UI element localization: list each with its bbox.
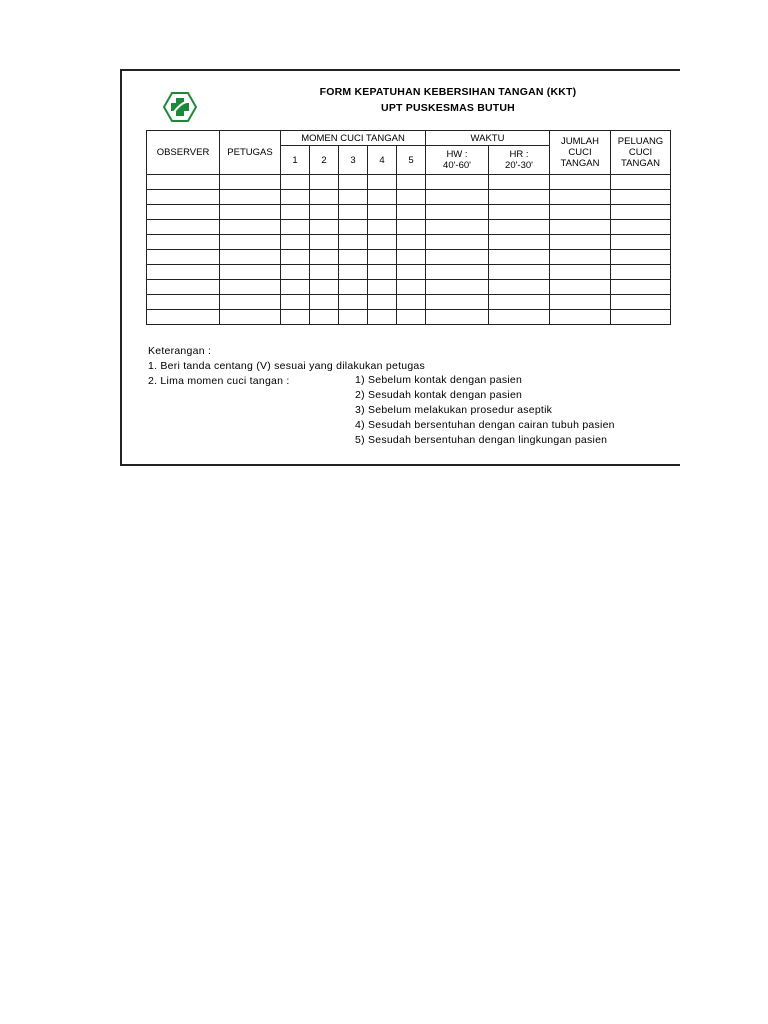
entry-cell[interactable]: [368, 250, 397, 265]
entry-cell[interactable]: [281, 250, 310, 265]
momen-number: 4: [368, 146, 397, 175]
entry-cell[interactable]: [368, 310, 397, 325]
notes-heading: Keterangan :: [148, 345, 212, 357]
entry-cell[interactable]: [550, 310, 611, 325]
entry-cell[interactable]: [281, 175, 310, 190]
entry-cell[interactable]: [339, 310, 368, 325]
entry-cell[interactable]: [310, 280, 339, 295]
entry-cell[interactable]: [397, 175, 426, 190]
table-row: [147, 250, 671, 265]
entry-cell[interactable]: [339, 175, 368, 190]
entry-cell[interactable]: [611, 310, 671, 325]
entry-cell[interactable]: [368, 235, 397, 250]
entry-cell[interactable]: [368, 265, 397, 280]
header-jumlah-cuci-tangan: JUMLAH CUCI TANGAN: [550, 131, 611, 175]
entry-cell[interactable]: [339, 250, 368, 265]
entry-cell[interactable]: [489, 190, 550, 205]
entry-cell[interactable]: [426, 190, 489, 205]
entry-cell[interactable]: [611, 190, 671, 205]
entry-cell[interactable]: [550, 190, 611, 205]
table-row: [147, 235, 671, 250]
entry-cell[interactable]: [397, 280, 426, 295]
entry-cell[interactable]: [368, 205, 397, 220]
entry-cell[interactable]: [220, 220, 281, 235]
moment-item: 4) Sesudah bersentuhan dengan cairan tubuh pasien: [355, 419, 615, 431]
entry-cell[interactable]: [220, 205, 281, 220]
entry-cell[interactable]: [550, 205, 611, 220]
entry-cell[interactable]: [147, 265, 220, 280]
entry-cell[interactable]: [281, 295, 310, 310]
entry-cell[interactable]: [426, 235, 489, 250]
entry-cell[interactable]: [220, 190, 281, 205]
form-title: FORM KEPATUHAN KEBERSIHAN TANGAN (KKT): [319, 86, 577, 98]
entry-cell[interactable]: [426, 250, 489, 265]
hr-range: 20'-30': [505, 160, 533, 171]
entry-cell[interactable]: [147, 220, 220, 235]
entry-cell[interactable]: [489, 205, 550, 220]
entry-cell[interactable]: [368, 280, 397, 295]
momen-number: 2: [310, 146, 339, 175]
entry-cell[interactable]: [550, 265, 611, 280]
moment-item: 5) Sesudah bersentuhan dengan lingkungan pasien: [355, 434, 608, 446]
entry-cell[interactable]: [220, 265, 281, 280]
entry-cell[interactable]: [426, 220, 489, 235]
hr-label: HR :: [509, 149, 529, 160]
entry-cell[interactable]: [310, 250, 339, 265]
entry-cell[interactable]: [339, 220, 368, 235]
entry-cell[interactable]: [611, 175, 671, 190]
entry-cell[interactable]: [310, 205, 339, 220]
entry-cell[interactable]: [426, 295, 489, 310]
entry-cell[interactable]: [611, 205, 671, 220]
form-subtitle: UPT PUSKESMAS BUTUH: [381, 102, 515, 114]
notes-line-2: 2. Lima momen cuci tangan :: [148, 375, 290, 388]
entry-cell[interactable]: [281, 190, 310, 205]
momen-number: 1: [281, 146, 310, 175]
entry-cell[interactable]: [147, 280, 220, 295]
entry-cell[interactable]: [281, 265, 310, 280]
hw-label: HW :: [446, 149, 468, 160]
entry-cell[interactable]: [147, 235, 220, 250]
entry-cell[interactable]: [397, 295, 426, 310]
entry-cell[interactable]: [426, 205, 489, 220]
entry-cell[interactable]: [281, 220, 310, 235]
table-row: [147, 310, 671, 325]
entry-cell[interactable]: [147, 205, 220, 220]
header-observer: OBSERVER: [147, 131, 220, 175]
entry-cell[interactable]: [426, 280, 489, 295]
entry-cell[interactable]: [611, 265, 671, 280]
entry-cell[interactable]: [426, 310, 489, 325]
entry-cell[interactable]: [339, 280, 368, 295]
entry-cell[interactable]: [220, 295, 281, 310]
moment-item: 2) Sesudah kontak dengan pasien: [355, 389, 523, 401]
entry-cell[interactable]: [611, 235, 671, 250]
entry-cell[interactable]: [220, 175, 281, 190]
entry-cell[interactable]: [310, 295, 339, 310]
entry-cell[interactable]: [489, 310, 550, 325]
header-petugas: PETUGAS: [220, 131, 281, 175]
moment-item: 3) Sebelum melakukan prosedur aseptik: [355, 404, 553, 416]
entry-cell[interactable]: [220, 310, 281, 325]
entry-cell[interactable]: [489, 280, 550, 295]
entry-cell[interactable]: [339, 265, 368, 280]
entry-cell[interactable]: [550, 175, 611, 190]
table-row: [147, 265, 671, 280]
entry-cell[interactable]: [397, 220, 426, 235]
table-row: [147, 280, 671, 295]
table-row: [147, 220, 671, 235]
entry-cell[interactable]: [611, 250, 671, 265]
entry-cell[interactable]: [611, 220, 671, 235]
entry-cell[interactable]: [611, 295, 671, 310]
entry-cell[interactable]: [489, 295, 550, 310]
header-momen-cuci-tangan: MOMEN CUCI TANGAN: [281, 131, 426, 146]
entry-cell[interactable]: [147, 175, 220, 190]
entry-cell[interactable]: [220, 250, 281, 265]
table-row: [147, 190, 671, 205]
kkt-table: [146, 130, 671, 325]
entry-cell[interactable]: [310, 235, 339, 250]
header-peluang-cuci-tangan: PELUANG CUCI TANGAN: [611, 131, 671, 175]
header-hr: [489, 146, 550, 175]
entry-cell[interactable]: [339, 205, 368, 220]
hw-range: 40'-60': [443, 160, 471, 171]
entry-cell[interactable]: [397, 235, 426, 250]
entry-cell[interactable]: [550, 280, 611, 295]
entry-cell[interactable]: [339, 295, 368, 310]
entry-cell[interactable]: [147, 310, 220, 325]
table-row: [147, 175, 671, 190]
entry-cell[interactable]: [281, 280, 310, 295]
entry-cell[interactable]: [310, 190, 339, 205]
entry-cell[interactable]: [281, 235, 310, 250]
entry-cell[interactable]: [147, 250, 220, 265]
entry-cell[interactable]: [426, 265, 489, 280]
entry-cell[interactable]: [489, 235, 550, 250]
entry-cell[interactable]: [281, 205, 310, 220]
puskesmas-cross-logo-icon: [163, 92, 197, 122]
entry-cell[interactable]: [339, 235, 368, 250]
entry-cell[interactable]: [397, 190, 426, 205]
entry-cell[interactable]: [397, 265, 426, 280]
entry-cell[interactable]: [550, 220, 611, 235]
table-row: [147, 295, 671, 310]
entry-cell[interactable]: [220, 235, 281, 250]
entry-cell[interactable]: [489, 175, 550, 190]
entry-cell[interactable]: [147, 295, 220, 310]
header-waktu: WAKTU: [426, 131, 550, 146]
entry-cell[interactable]: [550, 295, 611, 310]
entry-cell[interactable]: [368, 220, 397, 235]
entry-cell[interactable]: [550, 250, 611, 265]
entry-cell[interactable]: [426, 175, 489, 190]
entry-cell[interactable]: [397, 205, 426, 220]
entry-cell[interactable]: [368, 190, 397, 205]
entry-cell[interactable]: [147, 190, 220, 205]
entry-cell[interactable]: [339, 190, 368, 205]
entry-cell[interactable]: [397, 310, 426, 325]
table-row: [147, 205, 671, 220]
entry-cell[interactable]: [489, 250, 550, 265]
entry-cell[interactable]: [368, 175, 397, 190]
entry-cell[interactable]: [281, 310, 310, 325]
header-hw: [426, 146, 489, 175]
entry-cell[interactable]: [310, 220, 339, 235]
entry-cell[interactable]: [397, 250, 426, 265]
entry-cell[interactable]: [310, 310, 339, 325]
entry-cell[interactable]: [310, 265, 339, 280]
entry-cell[interactable]: [310, 175, 339, 190]
momen-number: 5: [397, 146, 426, 175]
entry-cell[interactable]: [550, 235, 611, 250]
entry-cell[interactable]: [220, 280, 281, 295]
entry-cell[interactable]: [489, 265, 550, 280]
notes-line-1: 1. Beri tanda centang (V) sesuai yang dilakukan petugas: [148, 360, 426, 373]
momen-number: 3: [339, 146, 368, 175]
entry-cell[interactable]: [489, 220, 550, 235]
entry-cell[interactable]: [368, 295, 397, 310]
moment-item: 1) Sebelum kontak dengan pasien: [355, 374, 523, 386]
entry-cell[interactable]: [611, 280, 671, 295]
